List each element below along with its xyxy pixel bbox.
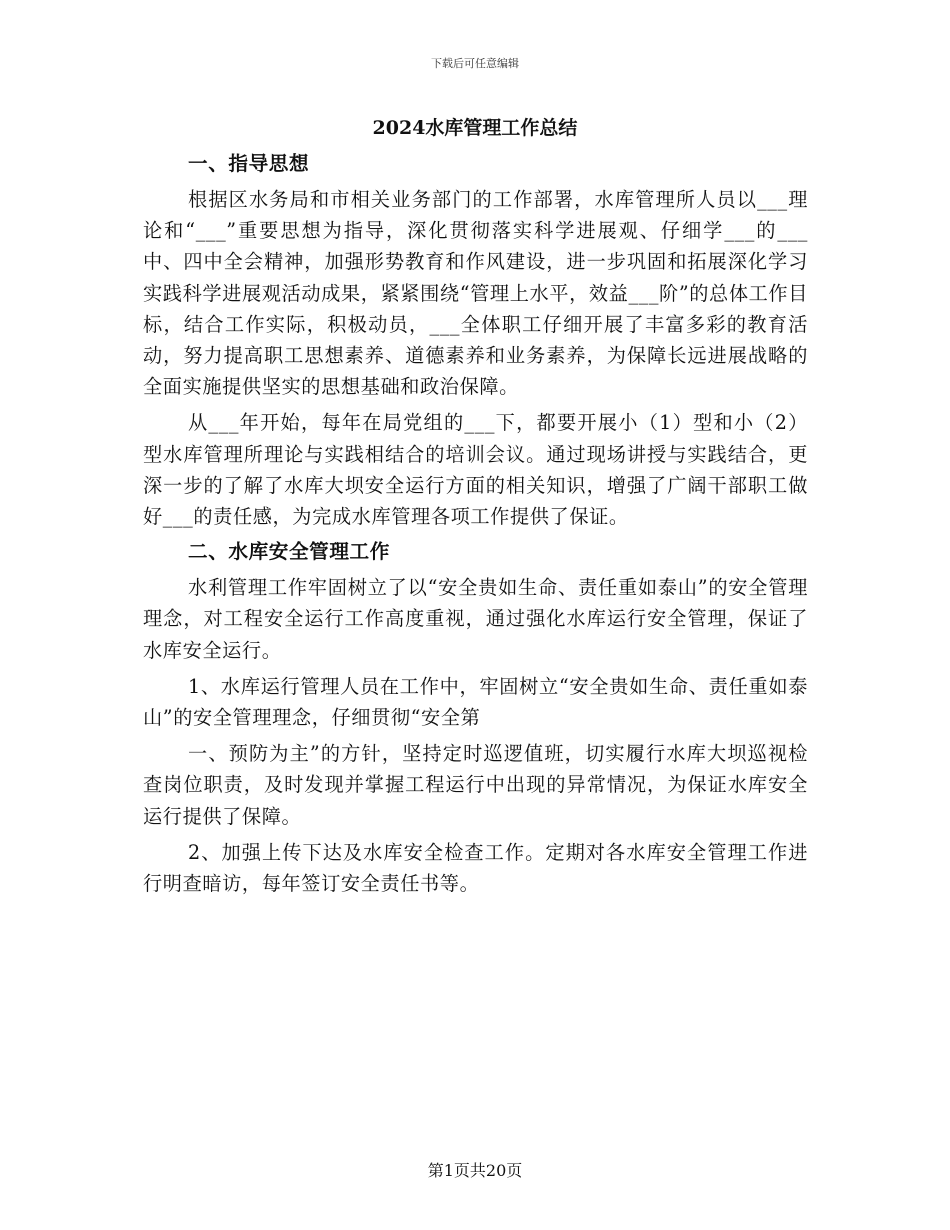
paragraph: 从___年开始，每年在局党组的___下，都要开展小（1）型和小（2）型水库管理所理论与实践相结合的培训会议。通过现场讲授与实践结合，更深一步的了解了水库大坝安全运行方面的相关知识，增强了广阔干部职工做好___的责任感，为完成水库管理各项工作提供了保证。 (143, 411, 808, 529)
document-body (143, 149, 808, 904)
section-heading: 一、指导思想 (188, 152, 310, 175)
page-number: 第1页共20页 (427, 1161, 523, 1180)
document-title: 2024水库管理工作总结 (372, 117, 578, 139)
paragraph: 一、预防为主”的方针，坚持定时巡逻值班，切实履行水库大坝巡视检查岗位职责，及时发现并掌握工程运行中出现的异常情况，为保证水库安全运行提供了保障。 (143, 742, 808, 828)
section-reservoir-safety (143, 537, 808, 899)
section-heading: 二、水库安全管理工作 (188, 540, 390, 564)
paragraph: 1、水库运行管理人员在工作中，牢固树立“安全贵如生命、责任重如泰山”的安全管理理念，仔细贯彻“安全第 (143, 674, 808, 730)
section-guiding-ideology (143, 149, 808, 532)
paragraph: 水利管理工作牢固树立了以“安全贵如生命、责任重如泰山”的安全管理理念，对工程安全运行工作高度重视，通过强化水库运行安全管理，保证了水库安全运行。 (143, 576, 808, 662)
paragraph: 根据区水务局和市相关业务部门的工作部署，水库管理所人员以___理论和“___”重要思想为指导，深化贯彻落实科学进展观、仔细学___的___中、四中全会精神，加强形势教育和作风建设，进一步巩固和拓展深化学习实践科学进展观活动成果，紧紧围绕“管理上水平，效益___阶”的总体工作目标，结合工作实际，积极动员，___全体职工仔细开展了丰富多彩的教育活动，努力提高职工思想素养、道德素养和业务素养，为保障长远进展战略的全面实施提供坚实的思想基础和政治保障。 (143, 188, 808, 399)
paragraph: 2、加强上传下达及水库安全检查工作。定期对各水库安全管理工作进行明查暗访，每年签订安全责任书等。 (143, 840, 808, 896)
header-note: 下载后可任意编辑 (431, 57, 519, 70)
